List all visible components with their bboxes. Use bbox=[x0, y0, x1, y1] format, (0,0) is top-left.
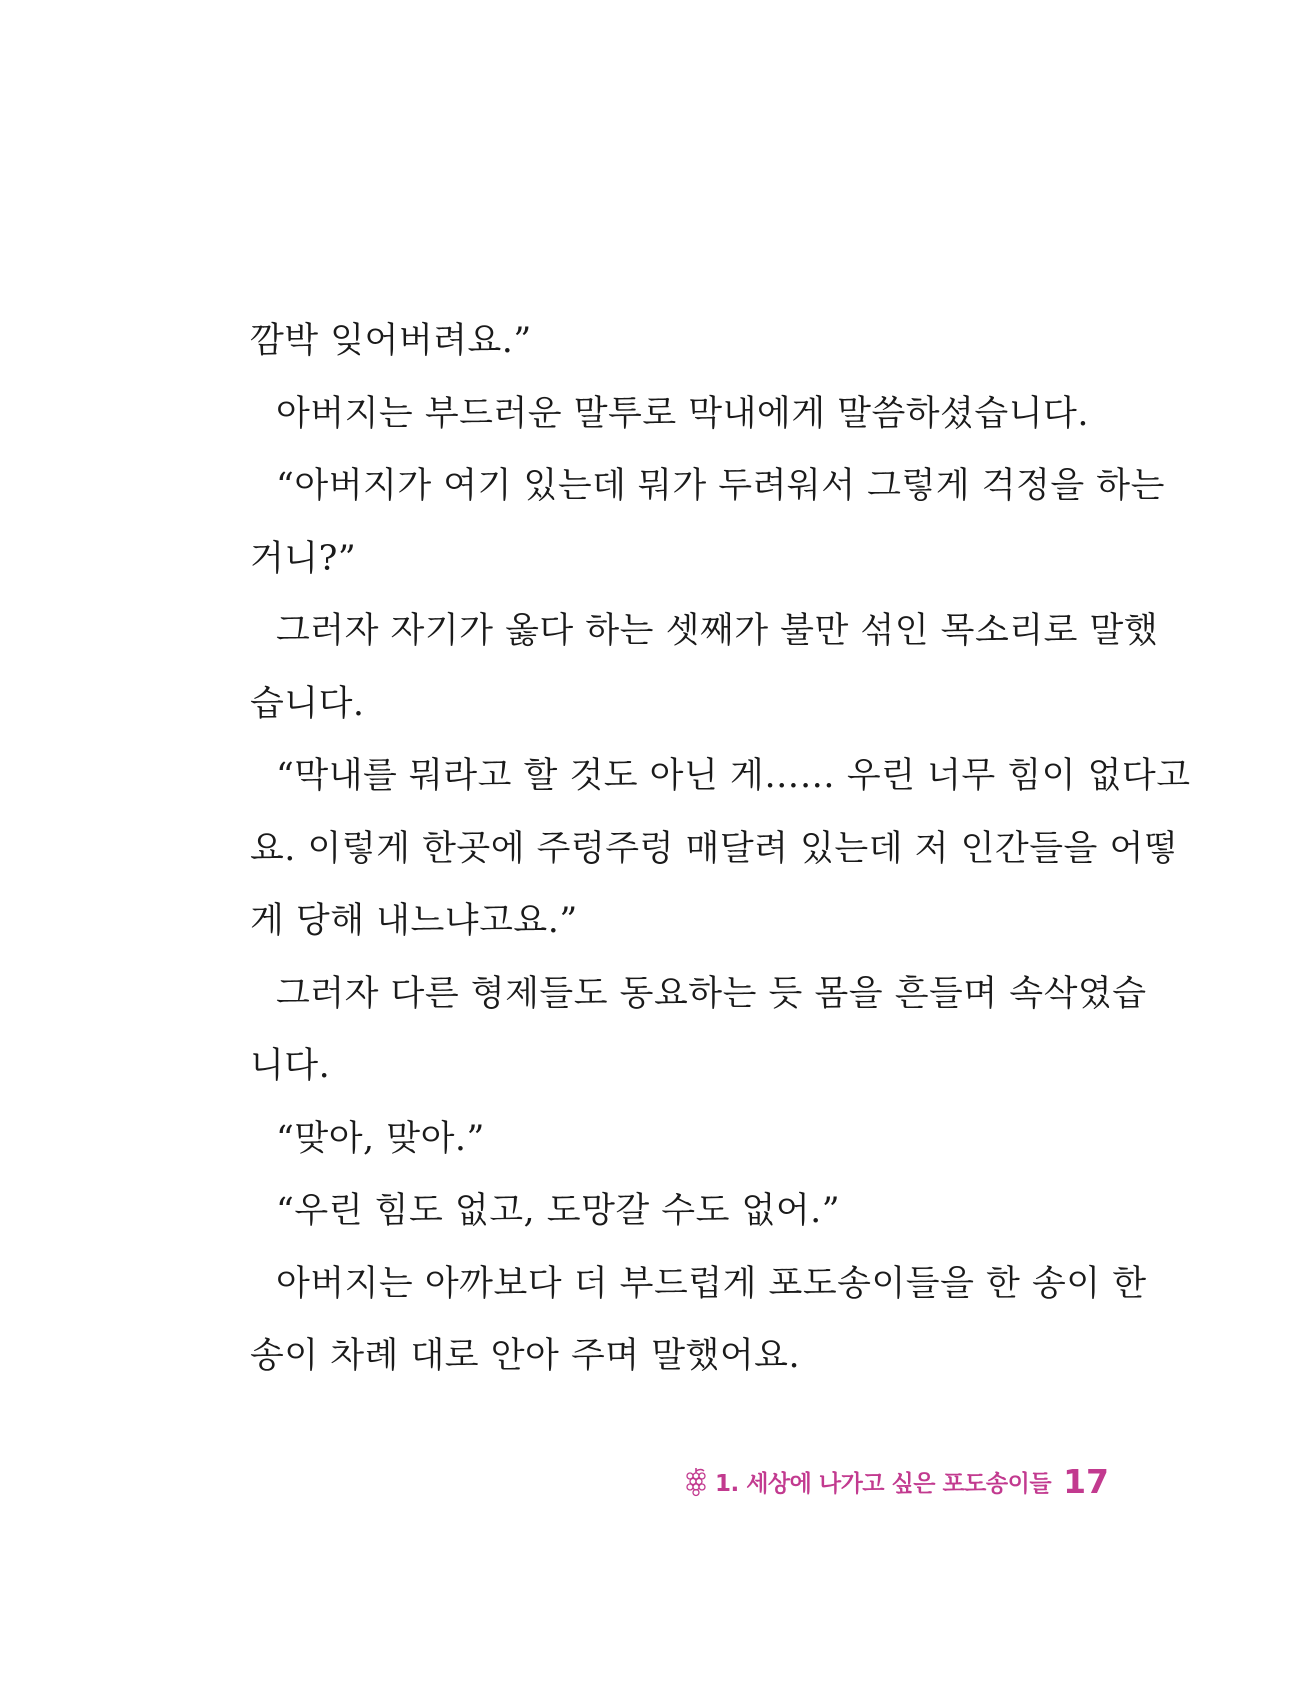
text-line: 아버지는 아까보다 더 부드럽게 포도송이들을 한 송이 한 bbox=[276, 1263, 1147, 1304]
text-line: 그러자 다른 형제들도 동요하는 듯 몸을 흔들며 속삭였습 bbox=[276, 973, 1147, 1014]
text-line: 송이 차례 대로 안아 주며 말했어요. bbox=[250, 1336, 801, 1376]
chapter-title: 1. 세상에 나가고 싶은 포도송이들 bbox=[714, 1471, 1052, 1497]
page-footer bbox=[685, 1462, 1109, 1501]
text-line: 깜박 잊어버려요.” bbox=[250, 321, 532, 361]
text-line: “막내를 뭐라고 할 것도 아닌 게…… 우린 너무 힘이 없다고 bbox=[276, 756, 1191, 796]
text-line: 니다. bbox=[250, 1046, 331, 1086]
text-line: 게 당해 내느냐고요.” bbox=[250, 901, 578, 941]
text-line: 그러자 자기가 옳다 하는 셋째가 불만 섞인 목소리로 말했 bbox=[276, 611, 1159, 651]
text-line: 습니다. bbox=[250, 683, 365, 724]
page-body bbox=[250, 305, 1191, 1393]
page-number: 17 bbox=[1063, 1462, 1109, 1501]
text-line: “아버지가 여기 있는데 뭐가 두려워서 그렇게 걱정을 하는 bbox=[276, 466, 1165, 506]
text-line: 거니?” bbox=[250, 538, 357, 579]
text-line: “우린 힘도 없고, 도망갈 수도 없어.” bbox=[276, 1191, 841, 1231]
text-line: 아버지는 부드러운 말투로 막내에게 말씀하셨습니다. bbox=[276, 393, 1089, 434]
text-line: 요. 이렇게 한곳에 주렁주렁 매달려 있는데 저 인간들을 어떻 bbox=[250, 828, 1179, 869]
text-line: “맞아, 맞아.” bbox=[276, 1118, 485, 1159]
grape-icon bbox=[685, 1467, 707, 1497]
